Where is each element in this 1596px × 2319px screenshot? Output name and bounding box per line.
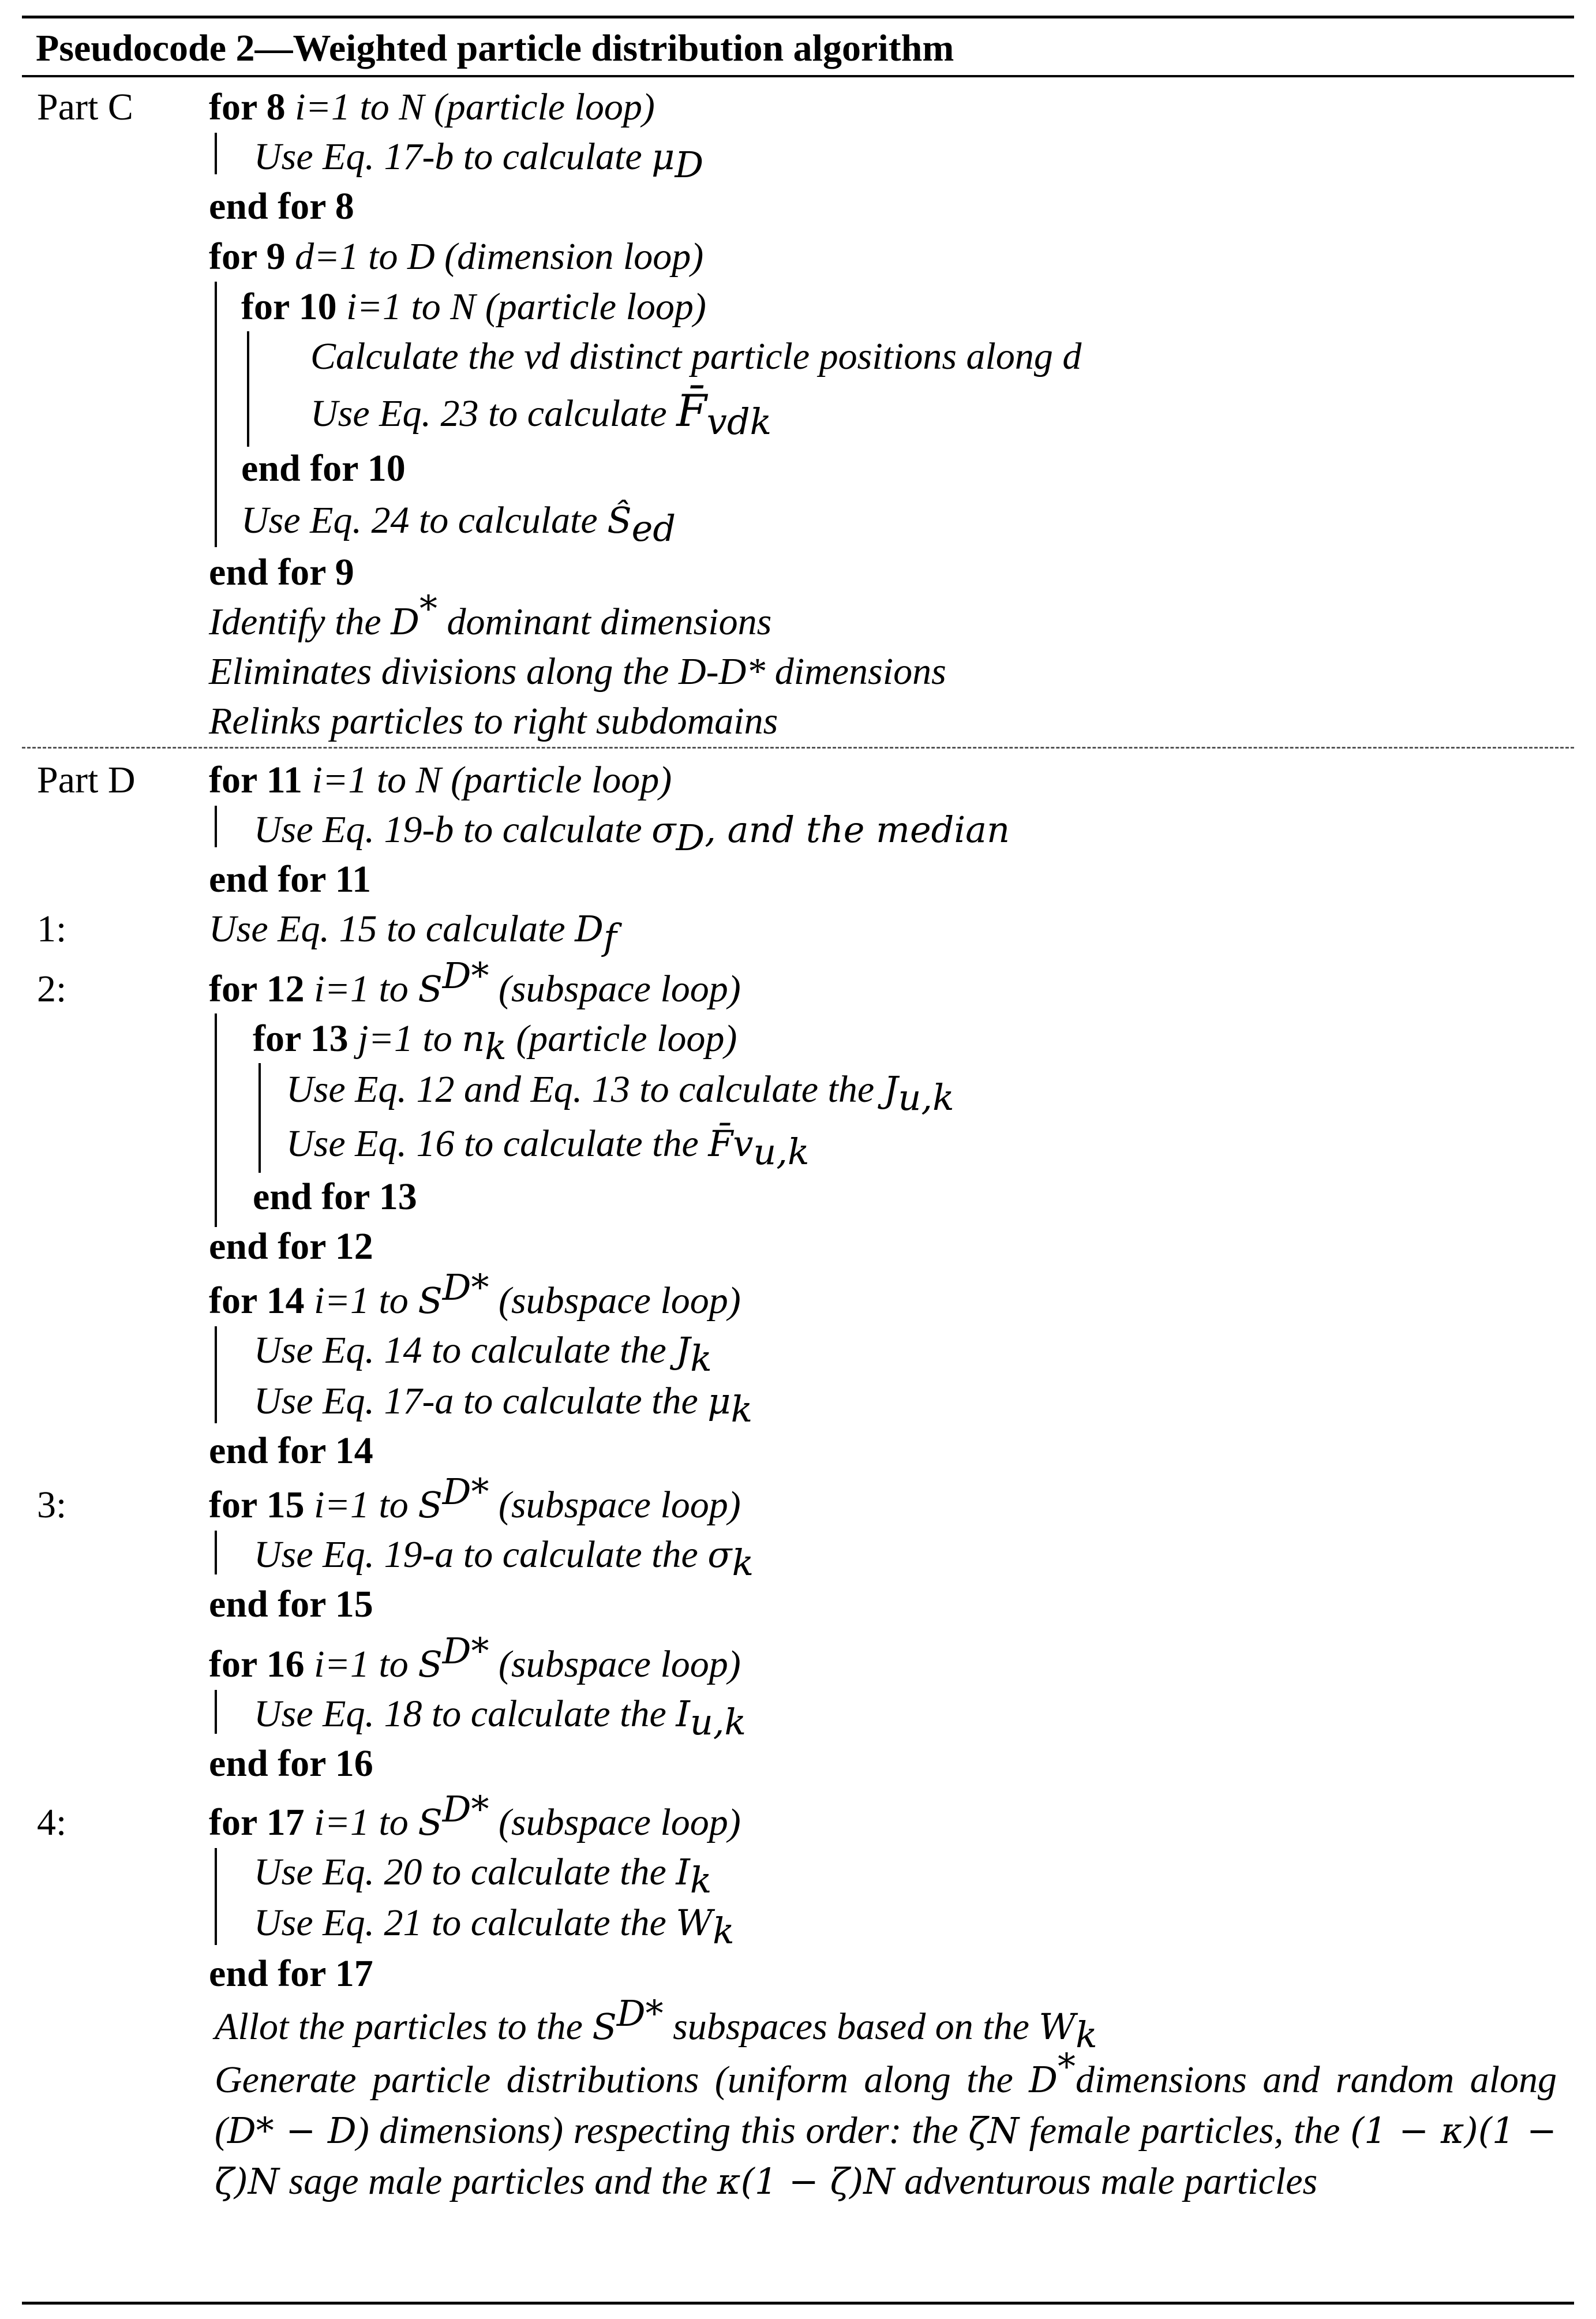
label-step-2: 2: xyxy=(37,968,67,1010)
line-end-for-17: end for 17 xyxy=(209,1953,373,1995)
line-15a: Use Eq. 19-a to calculate the $\sigma_k$ xyxy=(254,1533,754,1584)
loop-bar-14 xyxy=(215,1326,217,1423)
line-for-16: for 16 i=1 to $S^{D*}$ (subspace loop) xyxy=(209,1630,741,1685)
label-part-d: Part D xyxy=(37,759,136,801)
label-step-1: 1: xyxy=(37,908,67,950)
line-13a: Use Eq. 12 and Eq. 13 to calculate the $J_{u,k}$ xyxy=(286,1068,954,1119)
loop-bar-11 xyxy=(215,806,217,847)
line-end-for-12: end for 12 xyxy=(209,1225,373,1267)
line-for-11: for 11 i=1 to N (particle loop) xyxy=(209,759,672,801)
line-for-13: for 13 j=1 to $n_k$ (particle loop) xyxy=(253,1018,737,1068)
line-for-15: for 15 i=1 to $S^{D*}$ (subspace loop) xyxy=(209,1471,741,1526)
loop-bar-12 xyxy=(215,1013,217,1227)
line-step-1: Use Eq. 15 to calculate $D_f$ xyxy=(209,908,617,959)
loop-bar-10 xyxy=(247,331,249,447)
line-for-10: for 10 i=1 to N (particle loop) xyxy=(241,286,706,328)
label-step-3: 3: xyxy=(37,1484,67,1526)
line-end-for-9: end for 9 xyxy=(209,551,354,593)
part-separator xyxy=(22,747,1574,749)
line-for-12: for 12 i=1 to $S^{D*}$ (subspace loop) xyxy=(209,955,741,1010)
paragraph-generate-distributions: Generate particle distributions (uniform along the D*dimensions and random along (D* − D) dimensions) respecting this order: the ζN female particles, the (1 − κ)(1 − ζ)N sage male particles and the κ(1 − ζ)N adventurous male particles xyxy=(215,2045,1557,2202)
line-for-9: for 9 d=1 to D (dimension loop) xyxy=(209,235,704,278)
line-8a: Use Eq. 17-b to calculate $\mu_D$ xyxy=(254,136,704,186)
label-step-4: 4: xyxy=(37,1801,67,1843)
line-13b: Use Eq. 16 to calculate the $F̄v_{u,k}$ xyxy=(286,1123,810,1173)
bottom-rule xyxy=(22,2302,1574,2305)
line-14a: Use Eq. 14 to calculate the $J_k$ xyxy=(254,1329,712,1380)
line-17a: Use Eq. 20 to calculate the $I_k$ xyxy=(254,1851,712,1902)
line-14b: Use Eq. 17-a to calculate the $\mu_k$ xyxy=(254,1380,753,1431)
line-for-8: for 8 i=1 to N (particle loop) xyxy=(209,86,655,128)
line-eliminate-divisions: Eliminates divisions along the D-D* dimensions xyxy=(209,650,946,693)
line-end-for-15: end for 15 xyxy=(209,1583,373,1625)
line-end-for-10: end for 10 xyxy=(241,447,406,489)
line-10a: Calculate the vd distinct particle positions along d xyxy=(310,335,1082,377)
line-end-for-14: end for 14 xyxy=(209,1430,373,1472)
loop-bar-13 xyxy=(258,1063,261,1173)
label-part-c: Part C xyxy=(37,86,133,128)
pseudocode-caption: Pseudocode 2—Weighted particle distribution algorithm xyxy=(36,27,954,69)
line-for-14: for 14 i=1 to $S^{D*}$ (subspace loop) xyxy=(209,1266,741,1322)
line-end-for-8: end for 8 xyxy=(209,185,354,227)
loop-bar-9 xyxy=(215,282,217,547)
loop-bar-16 xyxy=(215,1690,217,1734)
line-17b: Use Eq. 21 to calculate the $W_k$ xyxy=(254,1902,735,1953)
caption-rule xyxy=(22,75,1574,77)
loop-bar-15 xyxy=(215,1531,217,1574)
line-10b: Use Eq. 23 to calculate $F̄_{vdk}$ xyxy=(310,385,772,443)
line-identify-dominant: Identify the D* dominant dimensions xyxy=(209,588,772,643)
line-end-for-11: end for 11 xyxy=(209,858,372,900)
line-9a: Use Eq. 24 to calculate $Ŝ_{ed}$ xyxy=(241,499,676,550)
loop-bar-17 xyxy=(215,1848,217,1945)
line-16a: Use Eq. 18 to calculate the $I_{u,k}$ xyxy=(254,1693,747,1744)
line-for-17: for 17 i=1 to $S^{D*}$ (subspace loop) xyxy=(209,1788,741,1843)
line-allot-particles: Allot the particles to the $S^{D*}$ subspaces based on the $W_k$ xyxy=(215,1992,1097,2056)
line-11a: Use Eq. 19-b to calculate $\sigma_D$, and the median xyxy=(254,809,1010,859)
loop-bar-8 xyxy=(215,133,217,174)
top-rule xyxy=(22,16,1574,18)
line-end-for-13: end for 13 xyxy=(253,1176,417,1218)
line-relink-particles: Relinks particles to right subdomains xyxy=(209,700,778,742)
line-end-for-16: end for 16 xyxy=(209,1742,373,1785)
